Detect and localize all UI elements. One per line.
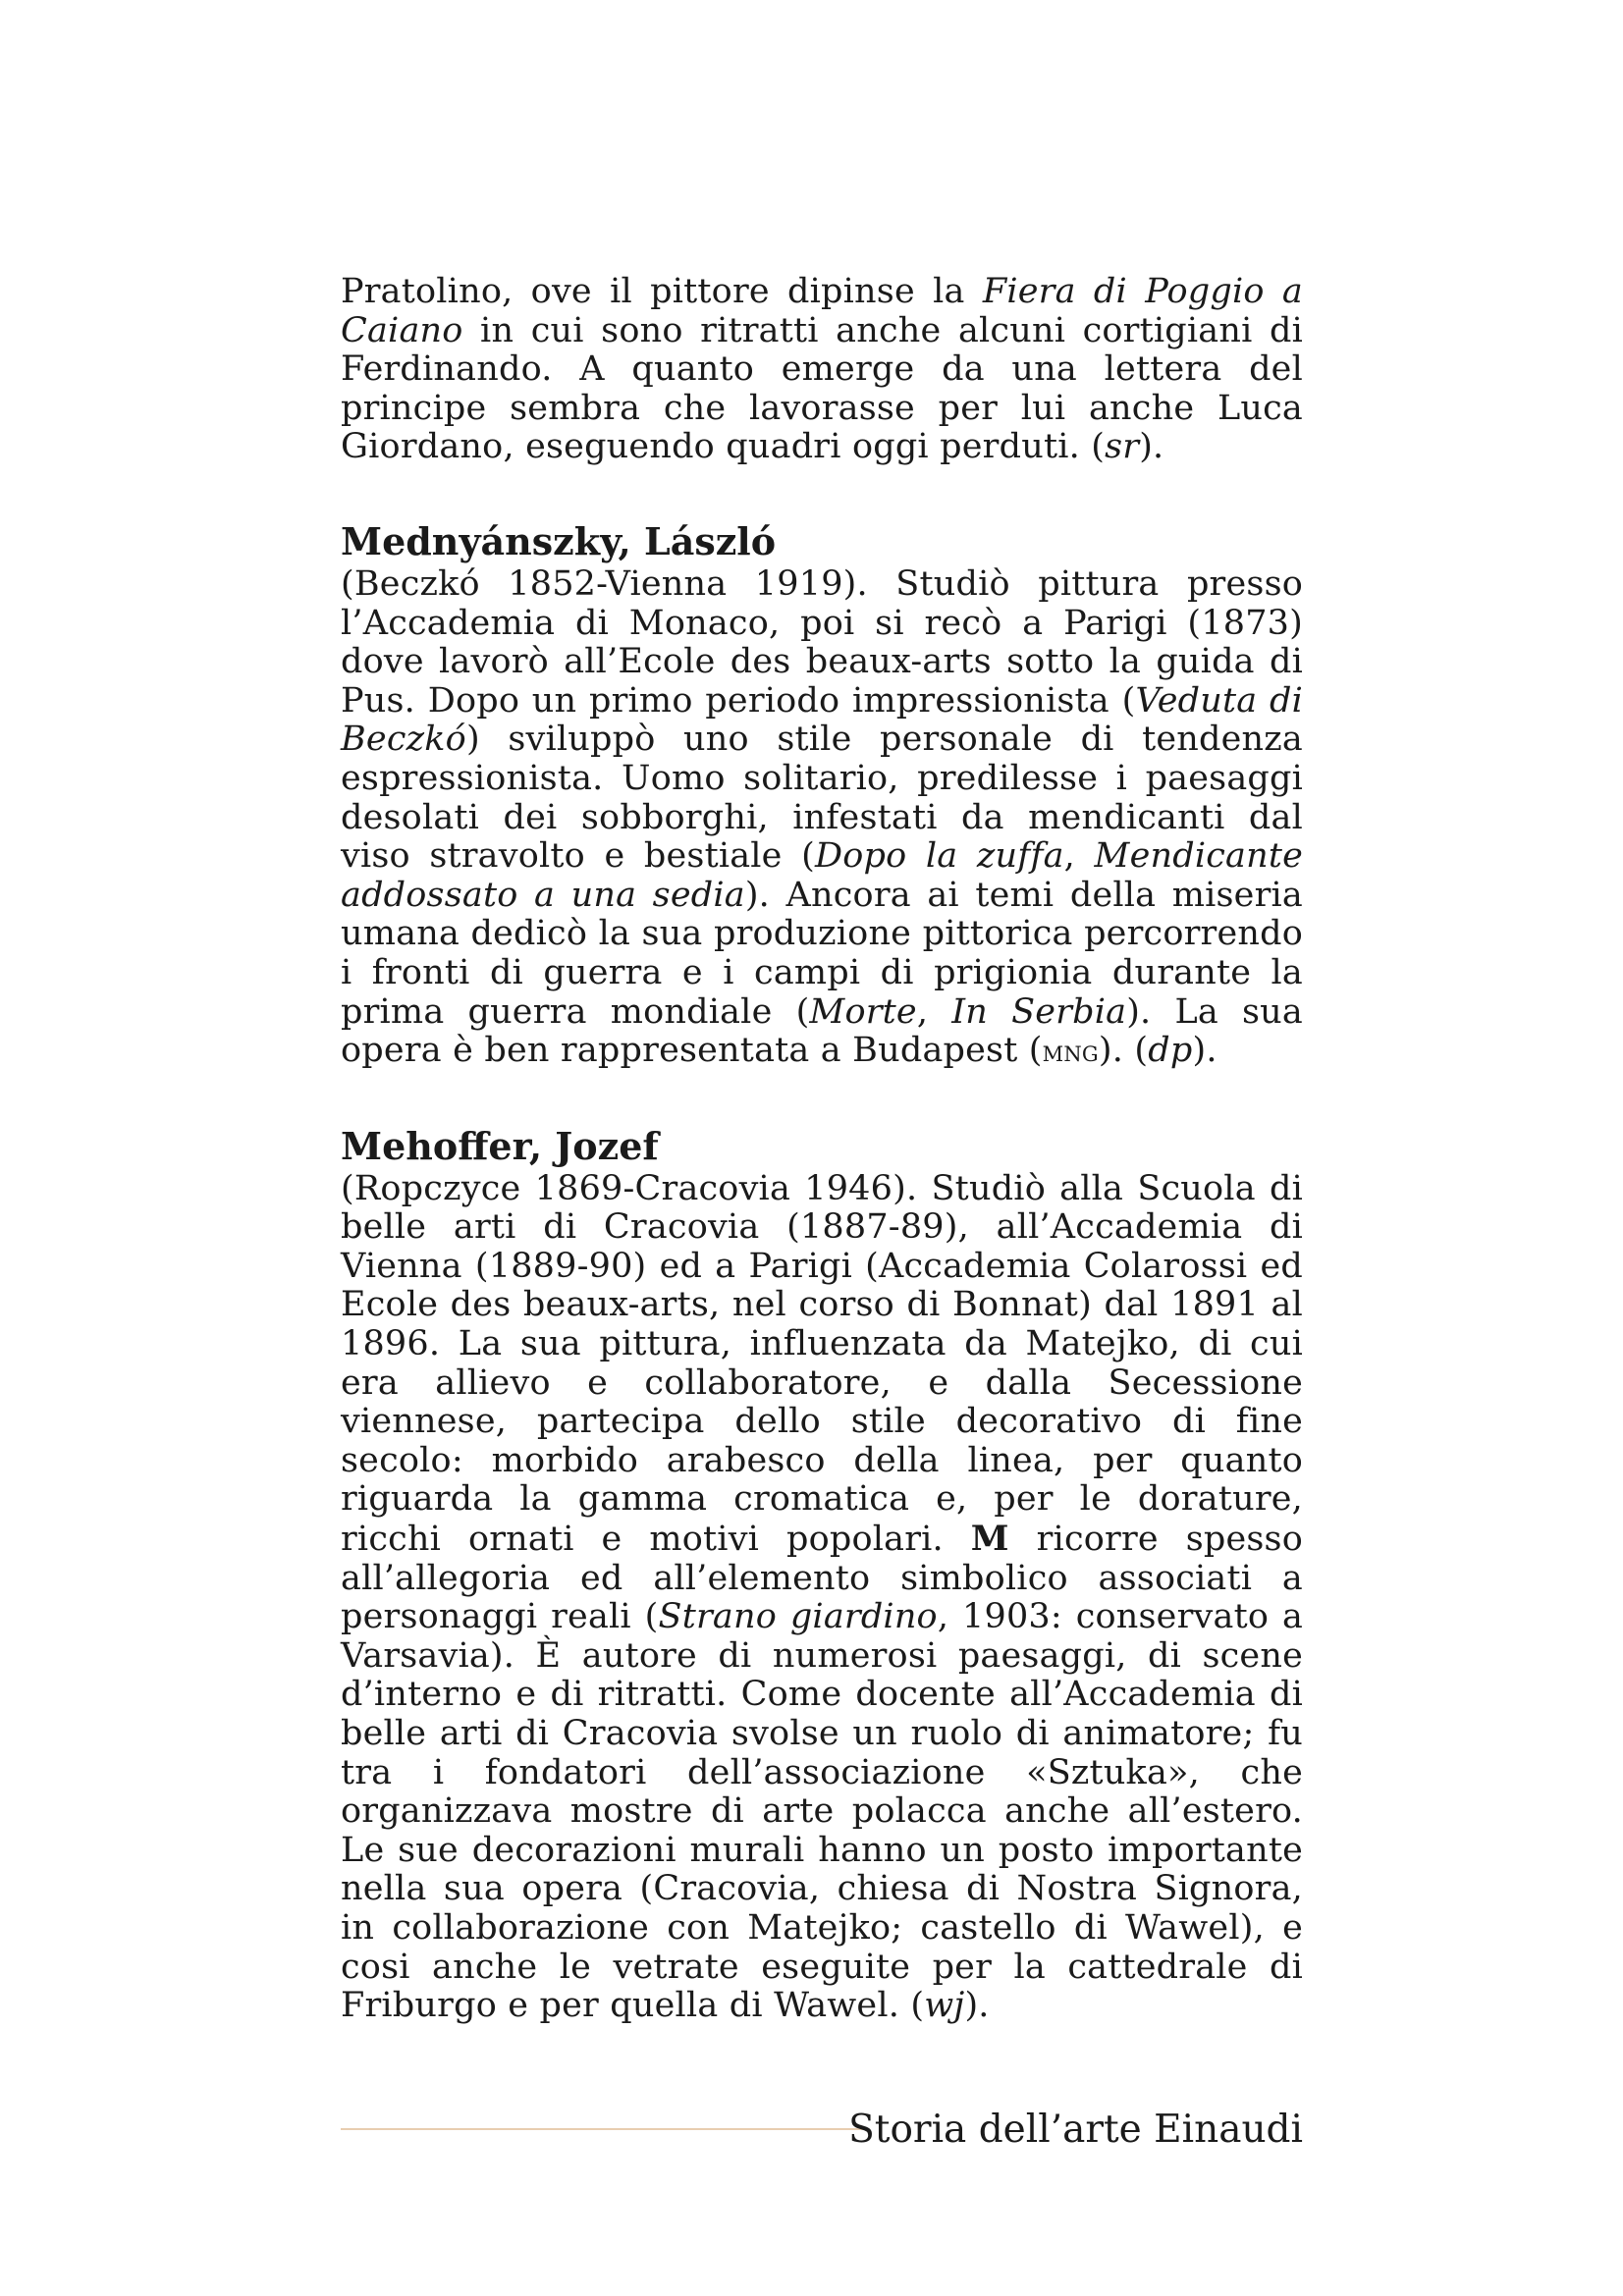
page-footer (341, 2107, 1303, 2154)
mednyanszky-text-6: ). La sua opera è ben rappresentata a Budapest ( (341, 991, 1303, 1071)
mednyanszky-museum-abbrev: mng (1042, 1035, 1099, 1070)
mednyanszky-work-1: Veduta di Beczkó (341, 680, 1304, 760)
intro-text-1: Pratolino, ove il pittore dipinse la (341, 272, 983, 311)
mednyanszky-work-4: Morte (809, 991, 917, 1032)
intro-text-3: ). (1139, 427, 1164, 467)
footer-publication-title: Storia dell’arte Einaudi (848, 2108, 1303, 2152)
entry-body-mednyanszky (341, 565, 1303, 1072)
spacer (341, 467, 1303, 518)
mehoffer-author-initials: wj (924, 1986, 965, 2026)
mednyanszky-work-3: Mendicante addossato a una sedia (341, 836, 1304, 915)
entry-body-mehoffer (341, 1170, 1303, 2026)
intro-text-2: in cui sono ritratti anche alcuni cortigiani di Ferdinando. A quanto emerge da una lettera del principe sembra che lavorasse per lui anche Luca Giordano, eseguendo quadri oggi perduti. ( (341, 310, 1303, 467)
mehoffer-text-2: ricorre spesso all’allegoria ed all’elemento simbolico associati a personaggi reali ( (341, 1520, 1303, 1637)
intro-paragraph (341, 273, 1303, 467)
entry-title-mednyanszky: Mednyánszky, László (341, 518, 777, 563)
mednyanszky-text-2: ) sviluppò uno stile personale di tendenza espressionista. Uomo solitario, predilesse i paesaggi desolati dei sobborghi, infestati da mendicanti dal viso stravolto e bestiale ( (341, 720, 1303, 877)
mednyanszky-work-5: In Serbia (951, 991, 1127, 1032)
mednyanszky-author-initials: dp (1148, 1031, 1193, 1071)
intro-author-initials: sr (1105, 427, 1140, 467)
mednyanszky-text-1: (Beczkó 1852-Vienna 1919). Studiò pittura presso l’Accademia di Monaco, poi si recò a Parigi (1873) dove lavorò all’Ecole des beaux-arts sotto la guida di Pus. Dopo un primo periodo impressionista ( (341, 563, 1303, 721)
mednyanszky-text-8: ). (1192, 1031, 1217, 1071)
mehoffer-text-1: (Ropczyce 1869-Cracovia 1946). Studiò alla Scuola di belle arti di Cracovia (1887-89), all’Accademia di Vienna (1889-90) ed a Parigi (Accademia Colarossi ed Ecole des beaux-arts, nel corso di Bonnat) dal 1891 al 1896. La sua pittura, influenzata da Matejko, di cui era allievo e collaboratore, e dalla Secessione viennese, partecipa dello stile decorativo di fine secolo: morbido arabesco della linea, per quanto riguarda la gamma cromatica e, per le dorature, ricchi ornati e motivi popolari. (341, 1168, 1303, 1560)
mehoffer-text-3: , 1903: conservato a Varsavia). È autore di numerosi paesaggi, di scene d’interno e di ritratti. Come docente all’Accademia di belle arti di Cracovia svolse un ruolo di animatore; fu tra i fondatori dell’associazione «Sztuka», che organizzava mostre di arte polacca anche all’estero. Le sue decorazioni murali hanno un posto importante nella sua opera (Cracovia, chiesa di Nostra Signora, in collaborazione con Matejko; castello di Wawel), e cosi anche le vetrate eseguite per la cattedrale di Friburgo e per quella di Wawel. ( (341, 1597, 1304, 2026)
intro-work-title: Fiera di Poggio a Caiano (341, 272, 1304, 350)
mednyanszky-work-2: Dopo la zuffa (814, 836, 1064, 877)
mednyanszky-text-3: , (1063, 836, 1095, 877)
mednyanszky-text-5: , (916, 991, 952, 1032)
text-column (341, 273, 1303, 2026)
spacer (341, 1072, 1303, 1123)
mednyanszky-text-4: ). Ancora ai temi della miseria umana dedicò la sua produzione pittorica percorrendo i fronti di guerra e i campi di prigionia durante la prima guerra mondiale ( (341, 875, 1303, 1032)
mednyanszky-text-7: ). ( (1098, 1031, 1149, 1071)
mehoffer-initial: M (970, 1519, 1009, 1560)
mehoffer-work-1: Strano giardino (658, 1597, 938, 1637)
entry-title-mehoffer: Mehoffer, Jozef (341, 1123, 659, 1168)
footer-rule (341, 2128, 863, 2130)
mehoffer-text-4: ). (964, 1986, 990, 2026)
